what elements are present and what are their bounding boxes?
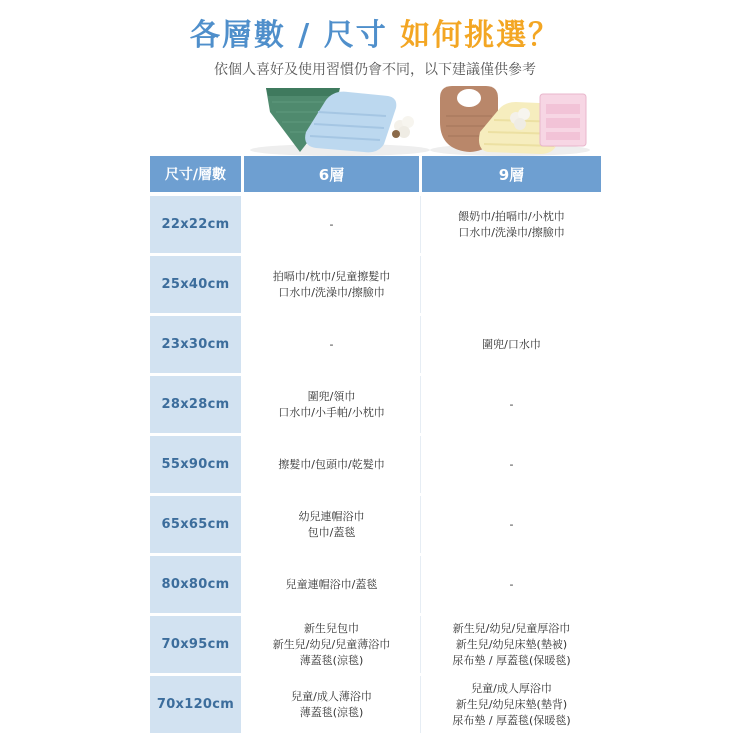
header-size-layer: 尺寸/層數	[150, 156, 241, 192]
six-layer-cell: 兒童/成人薄浴巾 薄蓋毯(涼毯)	[291, 689, 372, 719]
nine-layer-cell: 圍兜/口水巾	[482, 337, 541, 351]
size-cell: 22x22cm	[150, 196, 241, 253]
column-divider	[420, 256, 421, 313]
product-illustrations	[0, 82, 750, 158]
nine-layer-cell: -	[509, 577, 514, 591]
table-row	[150, 376, 601, 433]
nine-layer-cell: -	[509, 517, 514, 531]
cotton-flower-icon	[392, 116, 414, 138]
page-title	[0, 14, 750, 58]
six-layer-cell: 拍嗝巾/枕巾/兒童擦髮巾 口水巾/洗澡巾/擦臉巾	[272, 269, 391, 299]
table-header-row	[150, 156, 601, 192]
size-cell: 55x90cm	[150, 436, 241, 493]
column-divider	[420, 436, 421, 493]
size-cell: 65x65cm	[150, 496, 241, 553]
column-divider	[420, 556, 421, 613]
nine-layer-cell: 兒童/成人厚浴巾 新生兒/幼兒床墊(墊背) 尿布墊 / 厚蓋毯(保暖毯)	[452, 681, 571, 727]
size-cell: 28x28cm	[150, 376, 241, 433]
header-6-layer: 6層	[244, 156, 419, 192]
table-row	[150, 676, 601, 733]
six-layer-cell: 圍兜/領巾 口水巾/小手帕/小枕巾	[278, 389, 385, 419]
pink-packaged-towel-icon	[540, 94, 586, 146]
column-divider	[420, 316, 421, 373]
title-part-size: 各層數 / 尺寸	[189, 18, 388, 53]
table-row	[150, 196, 601, 253]
six-layer-cell: 幼兒連帽浴巾 包巾/蓋毯	[298, 509, 365, 539]
title-part-how: 如何挑選？	[400, 18, 561, 53]
size-cell: 25x40cm	[150, 256, 241, 313]
table-row	[150, 316, 601, 373]
table-row	[150, 556, 601, 613]
six-layer-cell: -	[329, 217, 334, 231]
size-cell: 80x80cm	[150, 556, 241, 613]
header-9-layer: 9層	[422, 156, 601, 192]
six-layer-cell: -	[329, 337, 334, 351]
nine-layer-cell: 新生兒/幼兒/兒童厚浴巾 新生兒/幼兒床墊(墊被) 尿布墊 / 厚蓋毯(保暖毯)	[452, 621, 571, 667]
column-divider	[420, 196, 421, 253]
products-svg	[0, 82, 750, 158]
nine-layer-cell	[422, 256, 601, 313]
column-divider	[420, 616, 421, 673]
table-row	[150, 616, 601, 673]
table-row	[150, 496, 601, 553]
column-divider	[420, 496, 421, 553]
table-row	[150, 256, 601, 313]
size-layer-table	[150, 156, 601, 733]
nine-layer-cell: 餵奶巾/拍嗝巾/小枕巾 口水巾/洗澡巾/擦臉巾	[458, 209, 565, 239]
size-cell: 70x120cm	[150, 676, 241, 733]
size-cell: 70x95cm	[150, 616, 241, 673]
size-cell: 23x30cm	[150, 316, 241, 373]
column-divider	[420, 676, 421, 733]
table-row	[150, 436, 601, 493]
nine-layer-cell: -	[509, 457, 514, 471]
six-layer-cell: 新生兒包巾 新生兒/幼兒/兒童薄浴巾 薄蓋毯(涼毯)	[272, 621, 391, 667]
six-layer-cell: 擦髮巾/包頭巾/乾髮巾	[278, 457, 385, 471]
page-subtitle: 依個人喜好及使用習慣仍會不同，以下建議僅供參考	[214, 62, 536, 78]
six-layer-cell: 兒童連帽浴巾/蓋毯	[285, 577, 378, 591]
nine-layer-cell: -	[509, 397, 514, 411]
column-divider	[420, 376, 421, 433]
